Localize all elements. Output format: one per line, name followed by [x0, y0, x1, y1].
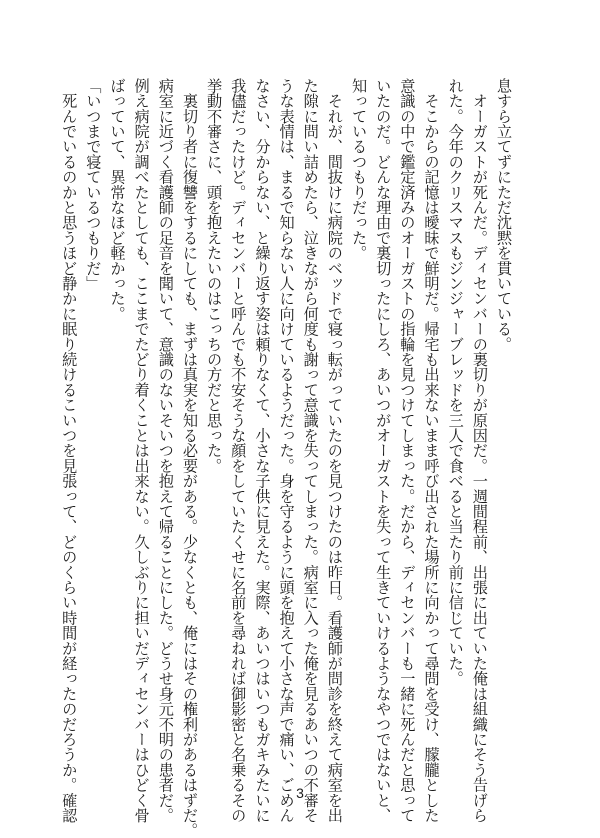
text-line: それが、間抜けに病院のベッドで寝っ転がっていたのを見つけたのは昨日。看護師が問診を終えて病室を出: [325, 78, 344, 823]
page-number: 3: [296, 785, 304, 801]
text-line: そこからの記憶は曖昧で鮮明だ。帰宅も出来ないまま呼び出された場所に向かって尋問を受け、朦朧とした: [422, 78, 441, 823]
text-line: 例え病院が調べたとしても、ここまでたどり着くことは出来ない。久しぶりに担いだディセンバーはひどく骨: [132, 78, 151, 823]
text-line: 我儘だったけど。ディセンバーと呼んでも不安そうな顔をしていたくせに名前を尋ねれば御影密と名乗るその: [229, 78, 248, 823]
text-line: 息すら立てずにただ沈黙を貫いている。: [495, 78, 513, 352]
text-line: いたのだ。どんな理由で裏切ったにしろ、あいつがオーガストを失って生きていけるようなやつではないと、: [374, 78, 393, 823]
text-line: れた。今年のクリスマスもジンジャーブレッドを三人で食べると当たり前に信じていた。: [446, 78, 465, 686]
dialogue-line: 「いつまで寝ているつもりだ」: [84, 78, 103, 291]
text-line: うな表情は、まるで知らない人に向けているようだった。身を守るように頭を抱えて小さな声で痛い、ごめん: [277, 78, 296, 823]
text-line: 意識の中で鑑定済みのオーガストの指輪を見つけてしまった。だから、ディセンバーも一緒に死んだと思って: [398, 78, 417, 823]
text-line: 病室に近づく看護師の足音を聞いて、意識のないそいつを抱えて帰ることにした。どうせ身元不明の患者だ。: [156, 78, 175, 823]
vertical-text-block: [57, 78, 516, 838]
text-line: 挙動不審さに、頭を抱えたいのはこっちの方だと思った。: [205, 78, 224, 474]
text-line: なさい、分からない、と繰り返す姿は頼りなくて、小さな子供に見えた。実際、あいつはいつもガキみたいに: [253, 78, 272, 823]
text-line: 死んでいるのかと思うほど静かに眠り続けるこいつを見張って、どのくらい時間が経ったのだろうか。確認: [60, 78, 79, 823]
text-line: オーガストが死んだ。ディセンバーの裏切りが原因だ。一週間程前、出張に出ていた俺は組織にそう告げら: [470, 78, 489, 823]
text-line: 知っているつもりだった。: [350, 78, 369, 261]
text-line: 裏切り者に復讐をするにしても、まずは真実を知る必要がある。少なくとも、俺にはその権利があるはずだ。: [180, 78, 199, 838]
text-line: た隙に問い詰めたら、泣きながら何度も謝って意識を失ってしまった。病室に入った俺を見るあいつの不審そ: [301, 78, 320, 823]
text-line: ばっていて、異常なほど軽かった。: [108, 78, 127, 322]
